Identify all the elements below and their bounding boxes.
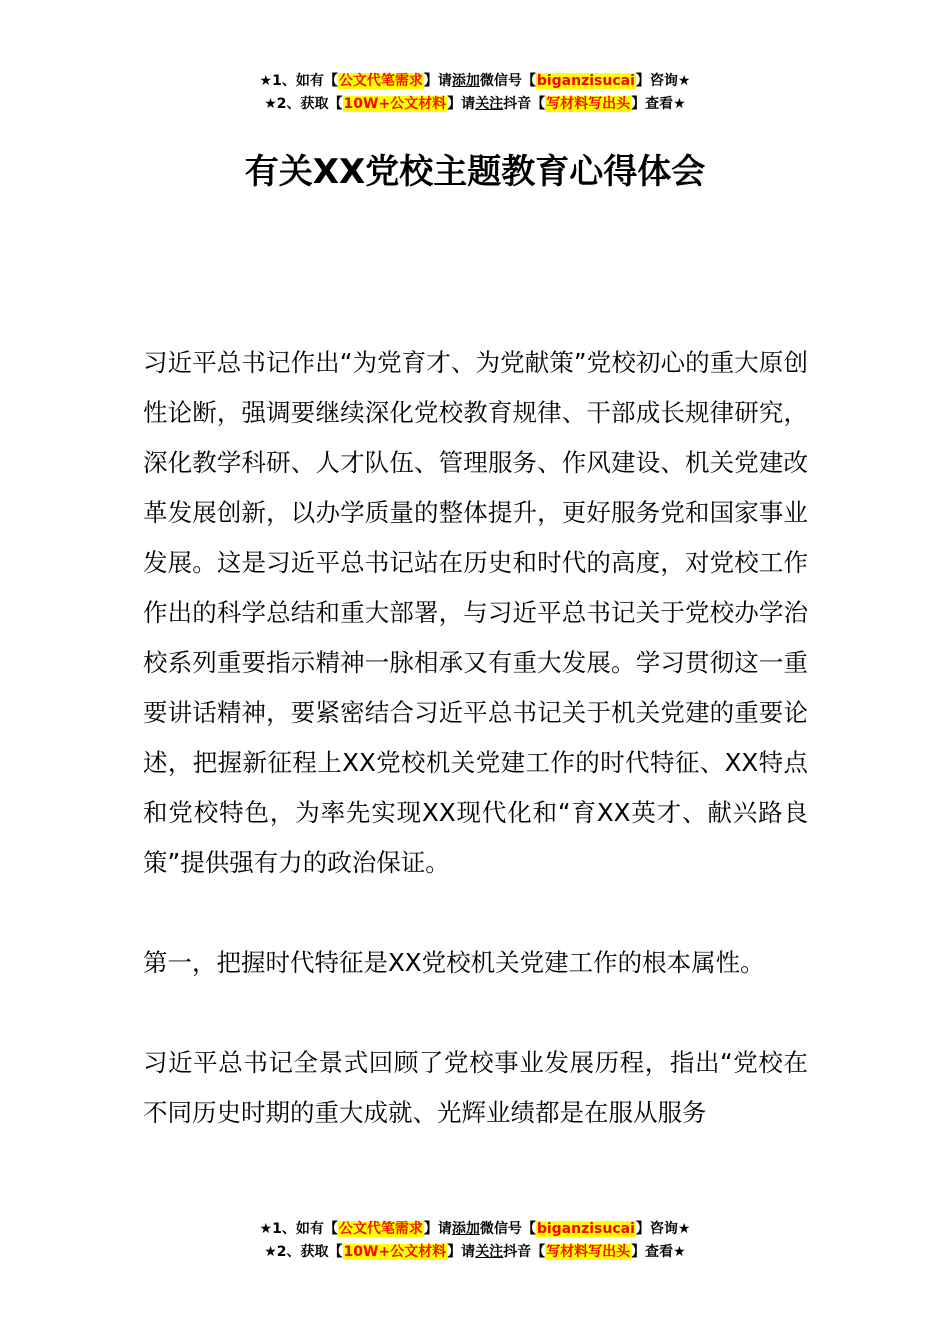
ad-text: 】请: [423, 73, 452, 89]
ad-underline: 关注: [475, 1244, 504, 1260]
ad-underline: 添加: [451, 73, 480, 89]
ad-highlight: 10W+公文材料: [343, 1244, 447, 1260]
ad-text: 】请: [423, 1221, 452, 1237]
ad-text: 微信号【: [479, 1221, 536, 1237]
ad-highlight: 公文代笔需求: [338, 1221, 423, 1237]
ad-text: ★1、如有【: [259, 73, 338, 89]
ad-douyin-name: 写材料写出头: [546, 1244, 631, 1260]
ad-text: ★2、获取【: [264, 96, 343, 112]
ad-text: 抖音【: [503, 96, 546, 112]
ad-highlight: 公文代笔需求: [338, 73, 423, 89]
ad-text: ★1、如有【: [259, 1221, 338, 1237]
ad-text: 】咨询★: [635, 1221, 691, 1237]
ad-text: 抖音【: [503, 1244, 546, 1260]
ad-text: ★2、获取【: [264, 1244, 343, 1260]
paragraph: 习近平总书记全景式回顾了党校事业发展历程，指出“党校在不同历史时期的重大成就、光辉业绩都是在服从服务: [143, 1048, 808, 1127]
ad-text: 】查看★: [631, 96, 686, 112]
ad-wechat-id: biganzisucai: [536, 73, 635, 89]
ad-text: 】咨询★: [635, 73, 691, 89]
header-ad-banner: [0, 70, 950, 116]
footer-ad-banner: [0, 1218, 950, 1264]
ad-text: 微信号【: [479, 73, 536, 89]
paragraph: 第一，把握时代特征是XX党校机关党建工作的根本属性。: [143, 948, 765, 977]
ad-underline: 关注: [475, 96, 504, 112]
ad-text: 】查看★: [631, 1244, 686, 1260]
ad-text: 】请: [447, 1244, 476, 1260]
ad-line-2: [0, 93, 950, 116]
document-body: [143, 338, 808, 1188]
ad-highlight: 10W+公文材料: [343, 96, 447, 112]
ad-text: 】请: [447, 96, 476, 112]
ad-douyin-name: 写材料写出头: [546, 96, 631, 112]
ad-line-1: [0, 1218, 950, 1241]
document-title: 有关XX党校主题教育心得体会: [244, 152, 706, 192]
paragraph: 习近平总书记作出“为党育才、为党献策”党校初心的重大原创性论断，强调要继续深化党校教育规律、干部成长规律研究，深化教学科研、人才队伍、管理服务、作风建设、机关党建改革发展创新，以办学质量的整体提升，更好服务党和国家事业发展。这是习近平总书记站在历史和时代的高度，对党校工作作出的科学总结和重大部署，与习近平总书记关于党校办学治校系列重要指示精神一脉相承又有重大发展。学习贯彻这一重要讲话精神，要紧密结合习近平总书记关于机关党建的重要论述，把握新征程上XX党校机关党建工作的时代特征、XX特点和党校特色，为率先实现XX现代化和“育XX英才、献兴路良策”提供强有力的政治保证。: [143, 348, 808, 877]
ad-underline: 添加: [451, 1221, 480, 1237]
ad-wechat-id: biganzisucai: [536, 1221, 635, 1237]
ad-line-2: [0, 1241, 950, 1264]
ad-line-1: [0, 70, 950, 93]
